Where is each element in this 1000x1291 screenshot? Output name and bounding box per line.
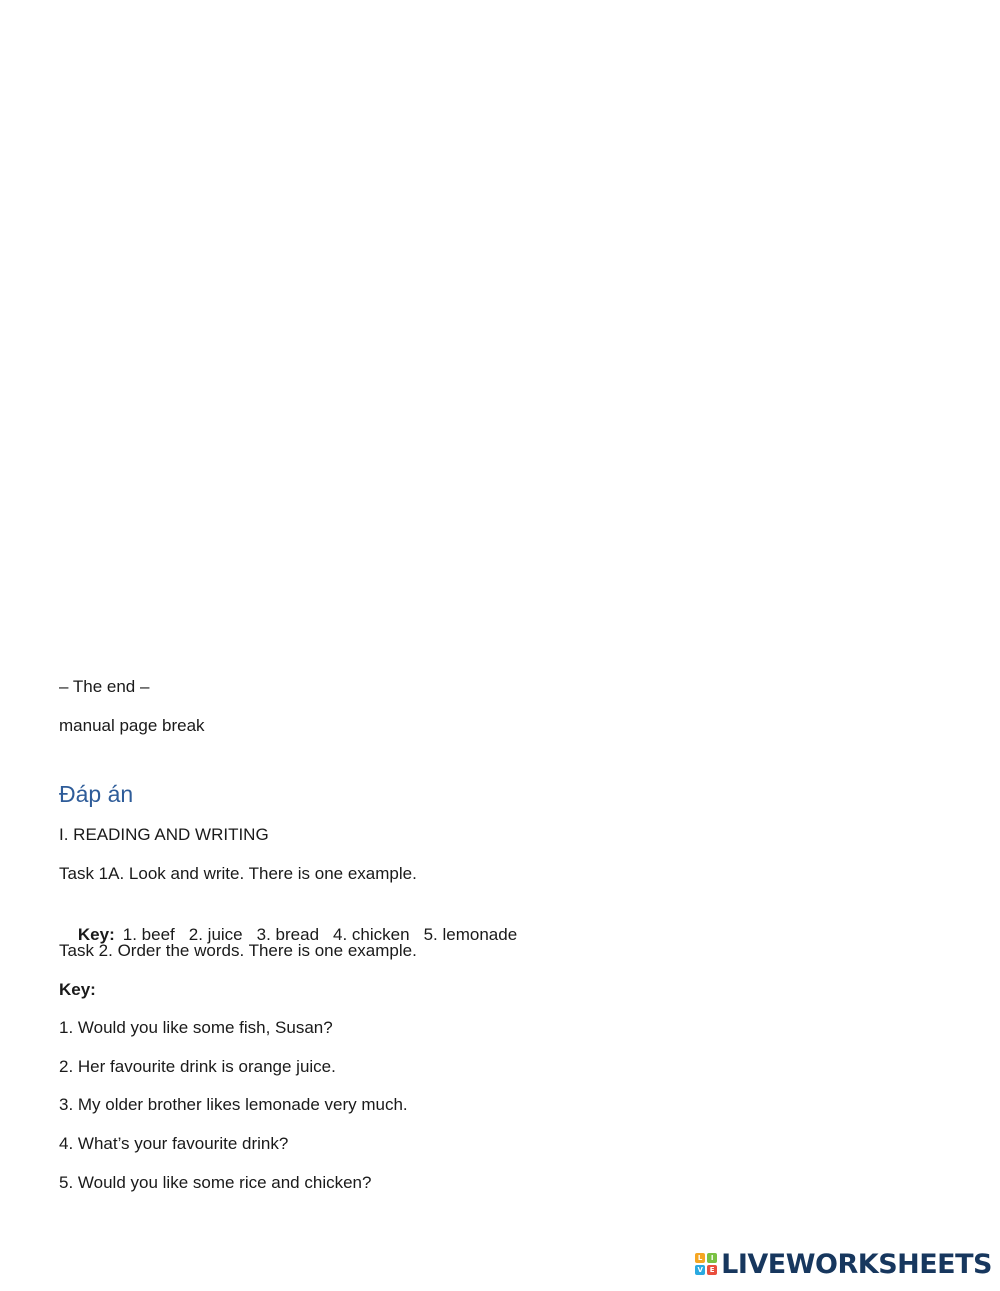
logo-text: LIVEWORKSHEETS xyxy=(721,1248,992,1280)
logo-block: L xyxy=(695,1253,705,1263)
logo-blocks-icon xyxy=(695,1253,717,1275)
task2-answer: 1. Would you like some fish, Susan? xyxy=(59,1018,333,1037)
task1-key-item: 2. juice xyxy=(188,925,243,944)
task2-key-label: Key: xyxy=(59,980,96,999)
task2-answer: 5. Would you like some rice and chicken? xyxy=(59,1173,372,1192)
liveworksheets-logo xyxy=(695,1249,992,1279)
task2-answer: 4. What’s your favourite drink? xyxy=(59,1134,289,1153)
logo-block: E xyxy=(707,1265,717,1275)
task2-title: Task 2. Order the words. There is one example. xyxy=(59,941,417,960)
section-title: I. READING AND WRITING xyxy=(59,825,269,844)
page-break-text: manual page break xyxy=(59,716,205,735)
logo-block: V xyxy=(695,1265,705,1275)
key-label: Key: xyxy=(77,925,115,944)
task1-title: Task 1A. Look and write. There is one example. xyxy=(59,864,417,883)
task2-answer: 2. Her favourite drink is orange juice. xyxy=(59,1057,336,1076)
task1-key-item: 3. bread xyxy=(256,925,320,944)
the-end-text: – The end – xyxy=(59,677,150,696)
task1-key-item: 4. chicken xyxy=(333,925,410,944)
task2-answer: 3. My older brother likes lemonade very much. xyxy=(59,1095,408,1114)
task1-key-item: 5. lemonade xyxy=(423,925,518,944)
answer-heading: Đáp án xyxy=(59,781,134,807)
logo-block: I xyxy=(707,1253,717,1263)
task1-key-item: 1. beef xyxy=(122,925,175,944)
